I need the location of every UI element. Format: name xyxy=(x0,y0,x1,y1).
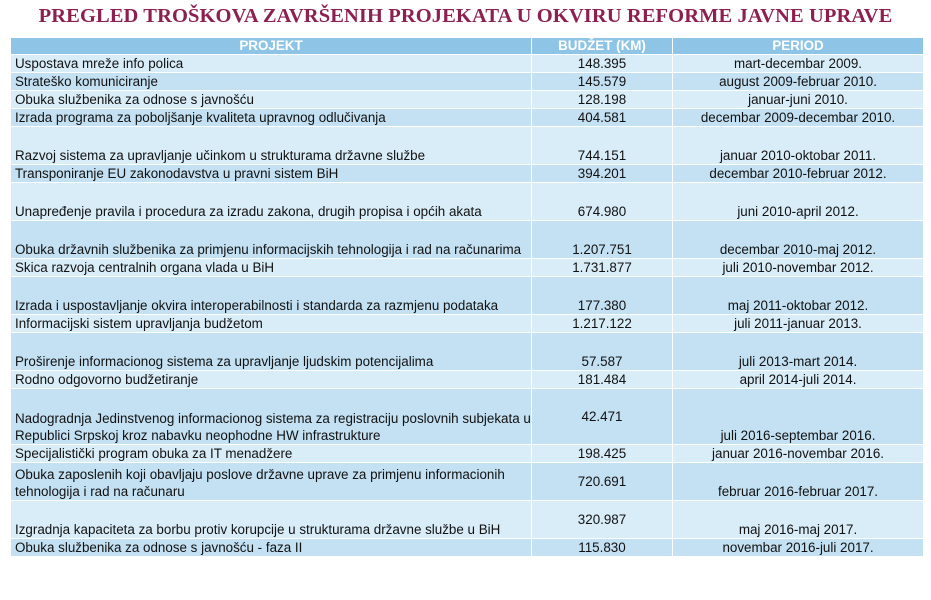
cell-budget: 145.579 xyxy=(532,73,673,91)
cell-period: mart-decembar 2009. xyxy=(673,55,924,73)
table-row xyxy=(11,73,924,91)
table-row xyxy=(11,259,924,277)
cell-budget: 404.581 xyxy=(532,109,673,127)
cell-budget: 1.207.751 xyxy=(532,221,673,259)
cell-project: Izrada programa za poboljšanje kvaliteta upravnog odlučivanja xyxy=(11,109,532,127)
cell-period: decembar 2010-februar 2012. xyxy=(673,165,924,183)
cell-period: januar 2016-novembar 2016. xyxy=(673,445,924,463)
page-title: PREGLED TROŠKOVA ZAVRŠENIH PROJEKATA U OKVIRU REFORME JAVNE UPRAVE xyxy=(38,5,893,27)
cell-budget: 744.151 xyxy=(532,127,673,165)
cell-budget: 57.587 xyxy=(532,333,673,371)
table-row xyxy=(11,183,924,221)
cell-budget: 148.395 xyxy=(532,55,673,73)
cell-project: Skica razvoja centralnih organa vlada u BiH xyxy=(11,259,532,277)
cell-project: Razvoj sistema za upravljanje učinkom u strukturama državne službe xyxy=(11,127,532,165)
cell-budget: 115.830 xyxy=(532,539,673,557)
projects-table xyxy=(10,37,924,557)
cell-period: juli 2016-septembar 2016. xyxy=(673,389,924,445)
table-row xyxy=(11,445,924,463)
cell-project: Obuka službenika za odnose s javnošću xyxy=(11,91,532,109)
cell-project: Unapređenje pravila i procedura za izradu zakona, drugih propisa i općih akata xyxy=(11,183,532,221)
cell-period: juli 2011-januar 2013. xyxy=(673,315,924,333)
table-row xyxy=(11,539,924,557)
table-header-row xyxy=(11,38,924,55)
cell-budget: 1.731.877 xyxy=(532,259,673,277)
cell-project: Obuka zaposlenih koji obavljaju poslove državne uprave za primjenu informacionih tehnologija i rad na računaru xyxy=(11,463,532,501)
table-row xyxy=(11,165,924,183)
cell-period: januar 2010-oktobar 2011. xyxy=(673,127,924,165)
cell-period: maj 2016-maj 2017. xyxy=(673,501,924,539)
table-row xyxy=(11,55,924,73)
cell-period: decembar 2009-decembar 2010. xyxy=(673,109,924,127)
cell-period: februar 2016-februar 2017. xyxy=(673,463,924,501)
table-row xyxy=(11,315,924,333)
cell-project: Strateško komuniciranje xyxy=(11,73,532,91)
cell-budget: 674.980 xyxy=(532,183,673,221)
cell-period: maj 2011-oktobar 2012. xyxy=(673,277,924,315)
header-period: PERIOD xyxy=(673,38,924,55)
table-row xyxy=(11,501,924,539)
cell-project: Specijalistički program obuka za IT menadžere xyxy=(11,445,532,463)
cell-budget: 394.201 xyxy=(532,165,673,183)
cell-period: juli 2013-mart 2014. xyxy=(673,333,924,371)
table-row xyxy=(11,221,924,259)
table-row xyxy=(11,371,924,389)
cell-period: januar-juni 2010. xyxy=(673,91,924,109)
cell-project: Nadogradnja Jedinstvenog informacionog sistema za registraciju poslovnih subjekata u Republici Srpskoj kroz nabavku neophodne HW infrastrukture xyxy=(11,389,532,445)
cell-project: Informacijski sistem upravljanja budžetom xyxy=(11,315,532,333)
cell-budget: 320.987 xyxy=(532,501,673,539)
header-budget: BUDŽET (KM) xyxy=(532,38,673,55)
cell-budget: 177.380 xyxy=(532,277,673,315)
header-project: PROJEKT xyxy=(11,38,532,55)
table-row xyxy=(11,109,924,127)
cell-budget: 42.471 xyxy=(532,389,673,445)
table-row xyxy=(11,389,924,445)
table-row xyxy=(11,127,924,165)
cell-budget: 181.484 xyxy=(532,371,673,389)
cell-project: Proširenje informacionog sistema za upravljanje ljudskim potencijalima xyxy=(11,333,532,371)
table-row xyxy=(11,91,924,109)
cell-period: juli 2010-novembar 2012. xyxy=(673,259,924,277)
cell-budget: 198.425 xyxy=(532,445,673,463)
cell-budget: 720.691 xyxy=(532,463,673,501)
cell-budget: 128.198 xyxy=(532,91,673,109)
cell-project: Uspostava mreže info polica xyxy=(11,55,532,73)
cell-budget: 1.217.122 xyxy=(532,315,673,333)
cell-project: Izgradnja kapaciteta za borbu protiv korupcije u strukturama državne službe u BiH xyxy=(11,501,532,539)
cell-period: juni 2010-april 2012. xyxy=(673,183,924,221)
cell-project: Izrada i uspostavljanje okvira interoperabilnosti i standarda za razmjenu podataka xyxy=(11,277,532,315)
cell-project: Obuka državnih službenika za primjenu informacijskih tehnologija i rad na računarima xyxy=(11,221,532,259)
table-row xyxy=(11,333,924,371)
table-row xyxy=(11,463,924,501)
cell-period: august 2009-februar 2010. xyxy=(673,73,924,91)
cell-period: decembar 2010-maj 2012. xyxy=(673,221,924,259)
table-row xyxy=(11,277,924,315)
cell-period: novembar 2016-juli 2017. xyxy=(673,539,924,557)
cell-period: april 2014-juli 2014. xyxy=(673,371,924,389)
cell-project: Obuka službenika za odnose s javnošću - faza II xyxy=(11,539,532,557)
cell-project: Rodno odgovorno budžetiranje xyxy=(11,371,532,389)
cell-project: Transponiranje EU zakonodavstva u pravni sistem BiH xyxy=(11,165,532,183)
